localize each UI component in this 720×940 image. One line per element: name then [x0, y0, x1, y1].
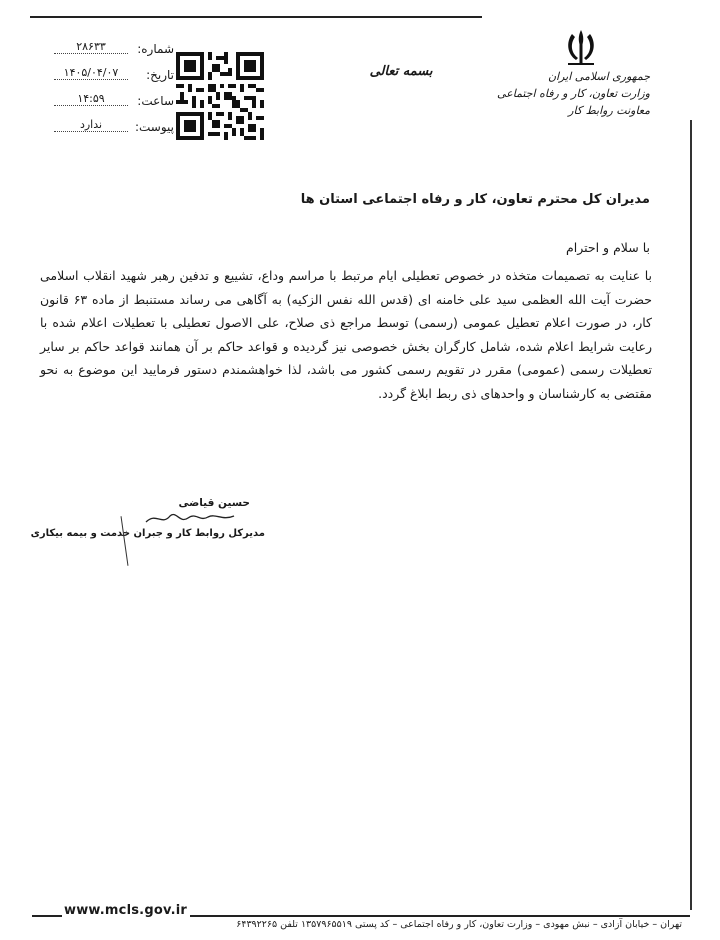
attachment-label: پیوست: — [134, 120, 174, 134]
time-value: ۱۴:۵۹ — [54, 92, 128, 106]
organization-line-1: جمهوری اسلامی ایران — [547, 70, 650, 83]
meta-number-row — [50, 40, 174, 62]
number-value: ۲۸۶۳۳ — [54, 40, 128, 54]
addressee: مدیران کل محترم تعاون، کار و رفاه اجتماعی استان ها — [300, 192, 650, 207]
signatory-title: مدیرکل روابط کار و جبران خدمت و بیمه بیکاری — [30, 528, 265, 539]
attachment-value: ندارد — [54, 118, 128, 132]
date-value: ۱۴۰۵/۰۴/۰۷ — [54, 66, 128, 80]
signatory-name: حسین قیاضی — [178, 497, 250, 509]
organization-line-3: معاونت روابط کار — [568, 104, 650, 117]
emblem-icon — [558, 26, 604, 70]
letter-body — [40, 264, 652, 405]
date-label: تاریخ: — [146, 68, 174, 82]
website-link[interactable]: www.mcls.gov.ir — [64, 903, 187, 918]
signature-scribble-icon — [138, 508, 248, 528]
organization-line-2: وزارت تعاون، کار و رفاه اجتماعی — [496, 87, 650, 100]
organization-header — [496, 68, 650, 119]
bottom-border-line-left — [32, 915, 62, 917]
bottom-border-line — [190, 915, 690, 917]
top-border-line — [30, 16, 482, 18]
time-label: ساعت: — [137, 94, 174, 108]
salutation: با سلام و احترام — [566, 240, 650, 255]
qr-code-icon — [176, 52, 264, 140]
right-border-line — [690, 120, 692, 910]
meta-time-row — [50, 92, 174, 114]
body-paragraph: با عنایت به تصمیمات متخذه در خصوص تعطیلی ایام مرتبط با مراسم وداع، تشییع و تدفین رهبر شهید انقلاب اسلامی حضرت آیت الله العظمی سید علی خامنه ای (قدس الله نفس الزکیه) به آگاهی می رساند مستنبط از ماده ۶۳ قانون کار، در صورت اعلام تعطیل عمومی (رسمی) توسط مراجع ذی صلاح، علی الاصول تعطیلی با تعطیلات اعلام شده با رعایت شرایط اعلام شده، شامل کارگران بخش خصوصی نیز گردیده و قواعد حاکم بر آن همانند قواعد حاکم بر سایر تعطیلات رسمی (عمومی) مقرر در تقویم رسمی کشور می باشد، لذا خواهشمندم دستور فرمایید این موضوع به نحو مقتضی به کارشناسان و واحدهای ذی ربط ابلاغ گردد. — [40, 268, 652, 401]
signature-stroke — [121, 516, 129, 566]
meta-attachment-row — [50, 118, 174, 140]
letter-meta — [50, 40, 174, 144]
footer-address: تهران – خیابان آزادی – نبش مهودی – وزارت تعاون، کار و رفاه اجتماعی – کد پستی ۱۳۵۷۹۶۵۵۱۹ تلفن ۶۴۳۹۲۲۶۵ — [236, 919, 682, 930]
meta-date-row — [50, 66, 174, 88]
basmala: بسمه تعالی — [369, 64, 433, 79]
number-label: شماره: — [137, 42, 174, 56]
